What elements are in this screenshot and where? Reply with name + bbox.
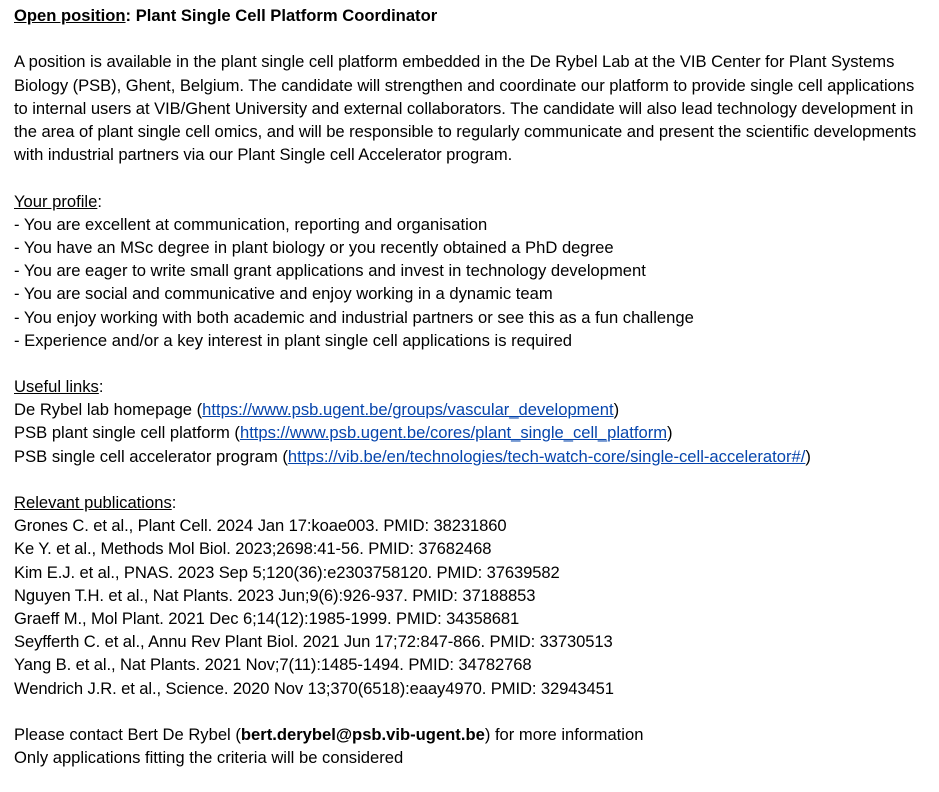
platform-link[interactable]: https://www.psb.ugent.be/cores/plant_single_cell_platform [239, 423, 668, 443]
link-suffix: ) [805, 446, 811, 466]
profile-item: - You are excellent at communication, reporting and organisation [14, 214, 488, 234]
spacer [14, 468, 933, 491]
profile-heading-colon: : [97, 191, 102, 211]
publication-item: Graeff M., Mol Plant. 2021 Dec 6;14(12):1985-1999. PMID: 34358681 [14, 608, 520, 628]
spacer [14, 166, 933, 189]
contact-suffix: ) for more information [484, 724, 644, 744]
spacer [14, 352, 933, 375]
spacer [14, 27, 933, 50]
spacer [14, 700, 933, 723]
lab-homepage-link[interactable]: https://www.psb.ugent.be/groups/vascular_development [202, 400, 614, 420]
position-title: Plant Single Cell Platform Coordinator [135, 6, 438, 25]
profile-item: - You have an MSc degree in plant biology or you recently obtained a PhD degree [14, 237, 614, 257]
links-heading-label: Useful links [14, 377, 99, 397]
link-row-lab-homepage [14, 398, 933, 421]
open-position-label: Open position [14, 6, 126, 25]
contact-line [14, 723, 933, 746]
accelerator-program-link[interactable]: https://vib.be/en/technologies/tech-watch-core/single-cell-accelerator#/ [287, 446, 806, 466]
publication-item: Nguyen T.H. et al., Nat Plants. 2023 Jun;9(6):926-937. PMID: 37188853 [14, 585, 536, 605]
links-heading [14, 375, 933, 398]
publication-item: Yang B. et al., Nat Plants. 2021 Nov;7(11):1485-1494. PMID: 34782768 [14, 655, 532, 675]
heading-separator: : [125, 6, 136, 25]
link-suffix: ) [667, 423, 673, 443]
link-row-platform [14, 421, 933, 444]
publication-item: Grones C. et al., Plant Cell. 2024 Jan 17:koae003. PMID: 38231860 [14, 516, 507, 536]
links-heading-colon: : [98, 377, 104, 397]
profile-item: - You enjoy working with both academic and industrial partners or see this as a fun challenge [14, 307, 694, 327]
criteria-note: Only applications fitting the criteria will be considered [14, 748, 404, 768]
job-posting-document [14, 4, 933, 769]
publications-heading-colon: : [171, 493, 177, 513]
link-prefix: De Rybel lab homepage ( [14, 400, 203, 420]
publication-item: Seyfferth C. et al., Annu Rev Plant Biol. 2021 Jun 17;72:847-866. PMID: 33730513 [14, 632, 613, 652]
link-prefix: PSB plant single cell platform ( [14, 423, 240, 443]
profile-heading [14, 190, 933, 213]
link-prefix: PSB single cell accelerator program ( [14, 446, 288, 466]
profile-heading-label: Your profile [14, 191, 98, 211]
publication-item: Wendrich J.R. et al., Science. 2020 Nov 13;370(6518):eaay4970. PMID: 32943451 [14, 678, 614, 698]
profile-item: - Experience and/or a key interest in plant single cell applications is required [14, 330, 573, 350]
profile-item: - You are social and communicative and enjoy working in a dynamic team [14, 284, 553, 304]
publications-heading-label: Relevant publications [14, 493, 172, 513]
link-row-accelerator [14, 445, 933, 468]
posting-heading [14, 4, 933, 27]
link-suffix: ) [613, 400, 620, 420]
contact-email: bert.derybel@psb.vib-ugent.be [240, 724, 485, 744]
intro-paragraph: A position is available in the plant single cell platform embedded in the De Rybel Lab at the VIB Center for Plant Systems Biology (PSB), Ghent, Belgium. The candidate will strengthen and coordinate our platform to provide single cell applications to internal users at VIB/Ghent University and external collaborators. The candidate will also lead technology development in the area of plant single cell omics, and will be responsible to regularly communicate and present the scientific developments with industrial partners via our Plant Single cell Accelerator program. [14, 52, 917, 165]
publication-item: Kim E.J. et al., PNAS. 2023 Sep 5;120(36):e2303758120. PMID: 37639582 [14, 562, 560, 582]
publication-item: Ke Y. et al., Methods Mol Biol. 2023;2698:41-56. PMID: 37682468 [14, 539, 492, 559]
profile-item: - You are eager to write small grant applications and invest in technology development [14, 261, 646, 281]
publications-heading [14, 491, 933, 514]
contact-prefix: Please contact Bert De Rybel ( [14, 724, 241, 744]
